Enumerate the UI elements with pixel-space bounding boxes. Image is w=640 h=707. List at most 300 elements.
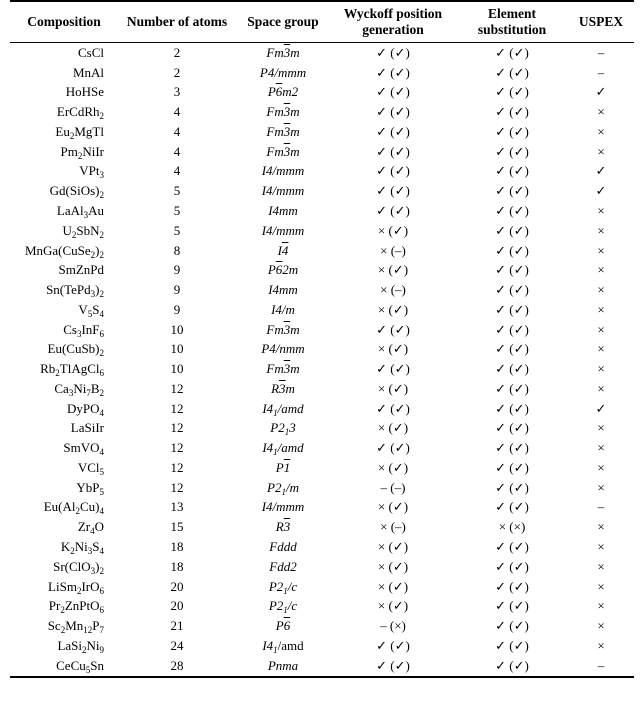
cell-element-substitution: ✓ (✓) <box>495 64 529 80</box>
composition-part: 3 <box>87 546 93 557</box>
cell-wyckoff: – (×) <box>380 618 406 634</box>
space-group-part: 1 <box>281 486 286 497</box>
cell-uspex: ✓ <box>595 163 607 179</box>
cell-element-substitution: ✓ (✓) <box>495 222 529 238</box>
space-group-part: 3 <box>283 44 291 60</box>
cell-wyckoff: × (✓) <box>377 341 409 357</box>
cell-composition <box>10 83 118 103</box>
table-row <box>10 458 634 478</box>
composition-part: 2 <box>75 506 80 517</box>
cell-element-substitution: × (×) <box>498 519 526 535</box>
cell-number-of-atoms: 9 <box>173 262 181 278</box>
composition-part: Ni <box>86 637 100 653</box>
composition-part: 2 <box>70 546 75 557</box>
composition-part: K <box>60 539 71 555</box>
composition-part: 2 <box>99 111 104 122</box>
cell-composition <box>10 557 118 577</box>
composition-part: ErCdRh <box>56 104 100 120</box>
cell-number-of-atoms: 5 <box>173 183 181 199</box>
space-group-part: P2 <box>268 598 284 614</box>
cell-composition <box>10 122 118 142</box>
space-group-part: Pnma <box>267 657 299 673</box>
cell-composition <box>10 399 118 419</box>
composition-part: 4 <box>99 546 104 557</box>
cell-uspex: × <box>597 361 605 377</box>
cell-element-substitution: ✓ (✓) <box>495 598 529 614</box>
cell-uspex: – <box>568 656 634 677</box>
composition-part: B <box>90 380 100 396</box>
cell-uspex: × <box>597 539 605 555</box>
table-row <box>10 438 634 458</box>
composition-part: MnAl <box>72 64 104 80</box>
cell-space-group <box>236 596 330 616</box>
cell-wyckoff: ✓ (✓) <box>376 203 410 218</box>
cell-element-substitution: ✓ (✓) <box>495 262 529 278</box>
composition-part: Pm <box>60 143 78 159</box>
composition-part: LaSi <box>57 637 82 653</box>
space-group-part: m <box>290 143 300 159</box>
cell-number-of-atoms: 12 <box>170 400 184 416</box>
cell-element-substitution: ✓ (✓) <box>495 459 529 475</box>
cell-space-group <box>236 636 330 656</box>
composition-part: U <box>62 222 72 238</box>
cell-element-substitution: ✓ (✓) <box>495 479 529 495</box>
space-group-part: Fm <box>266 143 284 159</box>
cell-wyckoff: ✓ (✓) <box>330 656 456 677</box>
cell-wyckoff: ✓ (✓) <box>376 183 410 199</box>
cell-wyckoff: ✓ (✓) <box>376 104 410 120</box>
composition-part: Ni <box>73 380 87 396</box>
results-table <box>10 0 634 678</box>
space-group-part: 6 <box>275 262 283 278</box>
space-group-part: P2 <box>267 479 282 495</box>
cell-number-of-atoms: 2 <box>173 64 181 80</box>
cell-element-substitution: ✓ (✓) <box>495 123 529 139</box>
cell-uspex: – <box>597 44 605 60</box>
composition-part: 2 <box>77 150 83 161</box>
table-row <box>10 300 634 320</box>
cell-wyckoff: ✓ (✓) <box>376 143 410 159</box>
cell-number-of-atoms: 4 <box>173 104 181 120</box>
cell-space-group <box>236 379 330 399</box>
cell-uspex: × <box>597 301 605 317</box>
cell-wyckoff: × (✓) <box>377 459 409 475</box>
cell-composition <box>10 260 118 280</box>
composition-part: SmZnPd <box>58 262 104 278</box>
cell-uspex: × <box>597 420 605 436</box>
composition-part: NiIr <box>82 143 104 159</box>
cell-element-substitution: ✓ (✓) <box>495 143 529 159</box>
composition-part: 4 <box>90 526 95 537</box>
cell-element-substitution: ✓ (✓) <box>495 558 529 574</box>
table-body <box>10 43 634 677</box>
cell-wyckoff: ✓ (✓) <box>376 637 410 653</box>
header-composition: Composition <box>10 1 118 43</box>
cell-composition <box>10 280 118 300</box>
cell-uspex: ✓ <box>595 400 607 416</box>
composition-part: Rb <box>40 361 56 377</box>
space-group-part: 3 <box>279 380 286 396</box>
space-group-part: /amd <box>277 440 304 456</box>
cell-uspex: × <box>597 203 605 218</box>
cell-element-substitution: ✓ (✓) <box>495 361 529 377</box>
composition-part: SmVO <box>63 440 100 456</box>
table-row <box>10 577 634 597</box>
cell-composition <box>10 656 118 677</box>
cell-number-of-atoms: 5 <box>173 222 181 238</box>
cell-number-of-atoms: 10 <box>170 361 184 377</box>
table-row <box>10 359 634 379</box>
cell-wyckoff: × (–) <box>380 282 406 298</box>
cell-element-substitution: ✓ (✓) <box>495 203 529 218</box>
composition-part: Sn(TePd <box>46 282 91 298</box>
table-row <box>10 320 634 340</box>
composition-part: MgTl <box>74 123 104 139</box>
cell-uspex: × <box>597 262 605 278</box>
table-row <box>10 241 634 261</box>
composition-part: 3 <box>90 565 96 576</box>
cell-space-group <box>236 181 330 201</box>
composition-part: 2 <box>99 565 104 576</box>
table-row <box>10 379 634 399</box>
composition-part: Sn <box>90 657 104 673</box>
composition-part: 2 <box>90 249 96 260</box>
space-group-part: 3 <box>283 123 291 139</box>
composition-part: 3 <box>83 210 89 220</box>
cell-number-of-atoms: 9 <box>173 301 181 317</box>
cell-wyckoff: × (✓) <box>377 598 409 614</box>
space-group-part: 2m <box>282 262 299 278</box>
space-group-part: I4/m <box>271 301 295 317</box>
cell-number-of-atoms: 12 <box>170 380 184 396</box>
space-group-part: 6 <box>275 84 283 100</box>
cell-element-substitution: ✓ (✓) <box>456 656 568 677</box>
cell-uspex: × <box>597 104 605 120</box>
space-group-part: P <box>275 459 284 475</box>
header-wyckoff <box>330 1 456 43</box>
table-row <box>10 280 634 300</box>
table-row <box>10 517 634 537</box>
cell-number-of-atoms: 18 <box>170 539 184 555</box>
space-group-part: 1 <box>283 605 288 616</box>
cell-uspex: × <box>597 459 605 475</box>
table-row <box>10 636 634 656</box>
composition-part: 5 <box>99 466 104 477</box>
cell-space-group <box>236 557 330 577</box>
space-group-part: /amd <box>277 637 304 653</box>
cell-space-group <box>236 438 330 458</box>
composition-part: 2 <box>99 387 104 398</box>
cell-element-substitution: ✓ (✓) <box>495 400 529 416</box>
table-row <box>10 339 634 359</box>
cell-uspex: × <box>597 242 605 258</box>
cell-wyckoff: × (✓) <box>377 262 409 278</box>
composition-part: 2 <box>60 625 66 636</box>
composition-part: 3 <box>99 170 104 181</box>
composition-part: Eu <box>55 123 70 139</box>
composition-part: O <box>94 519 104 535</box>
cell-space-group <box>236 458 330 478</box>
header-element-substitution <box>456 1 568 43</box>
composition-part: ) <box>95 282 100 298</box>
space-group-part: m <box>285 380 295 396</box>
cell-composition <box>10 577 118 597</box>
cell-element-substitution: ✓ (✓) <box>495 539 529 555</box>
space-group-part: I4 <box>262 440 274 456</box>
cell-wyckoff: ✓ (✓) <box>376 321 410 337</box>
space-group-part: P2 <box>270 420 285 436</box>
table-row <box>10 537 634 557</box>
cell-wyckoff: ✓ (✓) <box>376 123 410 139</box>
cell-uspex: – <box>597 64 605 80</box>
space-group-part: I4/mmm <box>261 183 305 199</box>
composition-part: 6 <box>99 605 104 616</box>
cell-space-group <box>236 577 330 597</box>
cell-uspex: × <box>597 558 605 574</box>
cell-space-group <box>236 122 330 142</box>
cell-wyckoff: × (–) <box>380 519 406 535</box>
space-group-part: 1 <box>273 447 278 458</box>
composition-part: Au <box>88 203 104 218</box>
space-group-part: 3 <box>283 519 291 535</box>
cell-element-substitution: ✓ (✓) <box>495 618 529 634</box>
space-group-part: I4/mmm <box>261 163 305 179</box>
cell-uspex: × <box>597 282 605 298</box>
space-group-part: 4 <box>281 242 289 258</box>
table-row <box>10 201 634 221</box>
composition-part: Zr <box>77 519 91 535</box>
composition-part: 3 <box>76 328 82 339</box>
cell-space-group <box>236 102 330 122</box>
cell-number-of-atoms: 20 <box>170 578 184 594</box>
composition-part: Cs <box>63 321 77 337</box>
space-group-part: I <box>277 242 282 258</box>
cell-composition <box>10 596 118 616</box>
composition-part: Pr <box>48 598 61 614</box>
header-uspex: USPEX <box>568 1 634 43</box>
cell-wyckoff: ✓ (✓) <box>376 440 410 456</box>
composition-part: 4 <box>99 308 104 319</box>
composition-part: 3 <box>90 289 96 300</box>
cell-composition <box>10 43 118 63</box>
composition-part: Mn <box>65 618 84 634</box>
space-group-part: /m <box>285 479 299 495</box>
cell-element-substitution: ✓ (✓) <box>495 183 529 199</box>
cell-element-substitution: ✓ (✓) <box>495 420 529 436</box>
cell-wyckoff: ✓ (✓) <box>376 84 410 100</box>
table-row <box>10 181 634 201</box>
cell-uspex: × <box>597 519 605 535</box>
cell-number-of-atoms: 21 <box>170 618 184 634</box>
cell-uspex: × <box>597 440 605 456</box>
composition-part: LaAl <box>56 203 84 218</box>
cell-composition <box>10 537 118 557</box>
space-group-part: m <box>290 321 300 337</box>
cell-wyckoff: ✓ (✓) <box>376 400 410 416</box>
space-group-part: m <box>290 44 300 60</box>
composition-part: VCl <box>77 459 100 475</box>
cell-number-of-atoms: 12 <box>170 479 184 495</box>
composition-part: TlAgCl <box>59 361 100 377</box>
cell-number-of-atoms: 10 <box>170 341 184 357</box>
composition-part: 6 <box>99 368 104 379</box>
cell-composition <box>10 458 118 478</box>
cell-uspex: – <box>597 499 605 515</box>
composition-part: 2 <box>55 368 60 379</box>
table-row <box>10 221 634 241</box>
cell-space-group <box>236 419 330 439</box>
cell-space-group <box>236 616 330 636</box>
space-group-part: Fm <box>266 123 284 139</box>
table-row <box>10 399 634 419</box>
cell-number-of-atoms: 15 <box>170 519 184 535</box>
space-group-part: 3 <box>289 420 296 436</box>
space-group-part: m <box>290 104 300 120</box>
composition-part: IrO <box>81 578 100 594</box>
cell-number-of-atoms: 8 <box>173 242 181 258</box>
composition-part: 4 <box>99 447 104 458</box>
space-group-part: 3 <box>283 104 291 120</box>
cell-number-of-atoms: 4 <box>173 163 181 179</box>
space-group-part: R <box>275 519 284 535</box>
cell-space-group <box>236 260 330 280</box>
space-group-part: Fm <box>266 104 284 120</box>
composition-part: Cu) <box>80 499 100 515</box>
cell-element-substitution: ✓ (✓) <box>495 84 529 100</box>
space-group-part: P <box>267 262 276 278</box>
composition-part: Gd(SiOs) <box>49 183 100 199</box>
cell-uspex: × <box>597 598 605 614</box>
space-group-part: /c <box>287 578 298 594</box>
cell-composition <box>10 419 118 439</box>
cell-wyckoff: × (✓) <box>377 578 409 594</box>
cell-composition <box>10 339 118 359</box>
composition-part: LaSiIr <box>70 420 104 436</box>
cell-space-group <box>236 83 330 103</box>
table-row <box>10 83 634 103</box>
cell-space-group <box>236 162 330 182</box>
table-row <box>10 616 634 636</box>
cell-wyckoff: × (✓) <box>377 222 409 238</box>
cell-composition <box>10 241 118 261</box>
cell-space-group <box>236 43 330 63</box>
cell-wyckoff: × (–) <box>380 242 406 258</box>
space-group-part: /c <box>287 598 298 614</box>
composition-part: 4 <box>99 407 104 418</box>
space-group-part: Fm <box>266 321 284 337</box>
cell-space-group <box>236 320 330 340</box>
cell-space-group <box>236 241 330 261</box>
cell-number-of-atoms: 28 <box>118 656 236 677</box>
cell-element-substitution: ✓ (✓) <box>495 637 529 653</box>
cell-element-substitution: ✓ (✓) <box>495 242 529 258</box>
cell-element-substitution: ✓ (✓) <box>495 499 529 515</box>
cell-composition <box>10 300 118 320</box>
composition-part: Sr(ClO <box>53 558 91 574</box>
cell-composition <box>10 517 118 537</box>
composition-part: 12 <box>83 625 93 636</box>
composition-part: 2 <box>99 190 104 201</box>
space-group-part: 3 <box>283 321 291 337</box>
cell-composition <box>10 162 118 182</box>
cell-space-group <box>236 359 330 379</box>
composition-part: Sc <box>47 618 61 634</box>
space-group-part: P4/nmm <box>261 341 305 357</box>
cell-number-of-atoms: 20 <box>170 598 184 614</box>
cell-element-substitution: ✓ (✓) <box>495 341 529 357</box>
cell-composition <box>10 379 118 399</box>
cell-composition <box>10 438 118 458</box>
space-group-part: 6 <box>283 618 291 634</box>
composition-part: 2 <box>99 348 104 359</box>
composition-part: CeCu <box>56 657 86 673</box>
space-group-part: P2 <box>268 578 284 594</box>
cell-wyckoff: ✓ (✓) <box>376 163 410 179</box>
composition-part: 5 <box>87 308 93 319</box>
header-wyckoff-line1: Wyckoff position <box>343 6 443 21</box>
composition-part: MnGa(CuSe <box>24 242 91 258</box>
cell-composition <box>10 102 118 122</box>
header-element-line1: Element <box>488 6 536 21</box>
cell-number-of-atoms: 2 <box>173 44 181 60</box>
space-group-part: P4/mmm <box>259 64 307 80</box>
cell-element-substitution: ✓ (✓) <box>495 440 529 456</box>
cell-composition <box>10 63 118 83</box>
cell-composition <box>10 498 118 518</box>
table-row <box>10 478 634 498</box>
composition-part: 6 <box>99 328 104 339</box>
composition-part: Ca <box>54 380 69 396</box>
cell-space-group <box>236 280 330 300</box>
space-group-part: P <box>267 84 276 100</box>
space-group-part: Fm <box>266 361 284 377</box>
cell-space-group <box>236 517 330 537</box>
cell-element-substitution: ✓ (✓) <box>495 321 529 337</box>
table-row <box>10 260 634 280</box>
composition-part: LiSm <box>48 578 77 594</box>
space-group-part: I4mm <box>268 282 298 298</box>
cell-space-group <box>236 300 330 320</box>
composition-part: YbP <box>76 479 100 495</box>
space-group-part: m2 <box>282 84 299 100</box>
cell-composition <box>10 181 118 201</box>
composition-part: 2 <box>99 249 104 260</box>
cell-uspex: × <box>597 380 605 396</box>
cell-wyckoff: – (–) <box>380 479 406 495</box>
cell-composition <box>10 142 118 162</box>
cell-composition <box>10 221 118 241</box>
cell-element-substitution: ✓ (✓) <box>495 282 529 298</box>
space-group-part: 1 <box>283 585 288 596</box>
cell-number-of-atoms: 13 <box>170 499 184 515</box>
table-row <box>10 142 634 162</box>
table-row <box>10 43 634 63</box>
space-group-part: I4 <box>262 637 274 653</box>
composition-part: 6 <box>99 585 104 596</box>
composition-part: ZnPtO <box>64 598 100 614</box>
cell-wyckoff: ✓ (✓) <box>376 361 410 377</box>
cell-wyckoff: × (✓) <box>377 539 409 555</box>
cell-composition <box>10 478 118 498</box>
composition-part: 5 <box>99 486 104 497</box>
cell-composition <box>10 359 118 379</box>
table-row <box>10 63 634 83</box>
space-group-part: Fdd2 <box>269 558 297 574</box>
cell-number-of-atoms: 4 <box>173 143 181 159</box>
cell-uspex: × <box>597 618 605 634</box>
cell-space-group <box>236 399 330 419</box>
cell-space-group <box>236 537 330 557</box>
